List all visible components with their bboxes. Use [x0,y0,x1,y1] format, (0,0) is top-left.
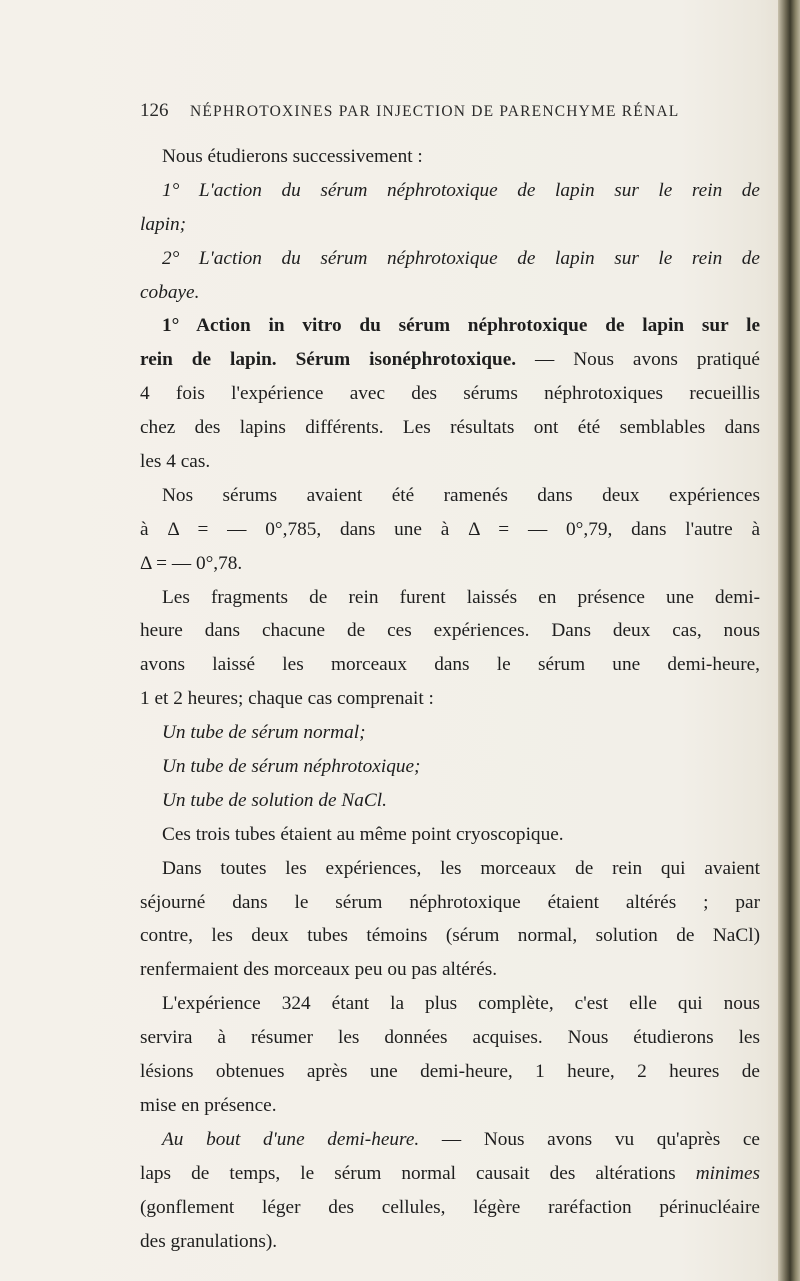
text-line: 2° L'action du sérum néphrotoxique de lapin sur le rein de [162,247,760,269]
text-line: Δ = — 0°,78. [140,552,243,574]
text-line: L'expérience 324 étant la plus complète, c'est elle qui nous [162,993,760,1015]
running-head [140,100,760,126]
text-line: contre, les deux tubes témoins (sérum normal, solution de NaCl) [140,925,760,947]
text-line: servira à résumer les données acquises. Nous étudierons les [140,1027,760,1049]
text-line: Dans toutes les expériences, les morceaux de rein qui avaient [162,857,760,879]
text-line [140,1123,760,1157]
text-line: Un tube de sérum néphrotoxique; [162,756,421,778]
text-line: lésions obtenues après une demi-heure, 1 heure, 2 heures de [140,1061,760,1083]
text-run: laps de temps, le sérum normal causait des altérations [140,1162,696,1184]
text-line: les 4 cas. [140,451,211,473]
text-line: renfermaient des morceaux peu ou pas altérés. [140,959,498,981]
page-number: 126 [140,100,169,121]
text-line: des granulations). [140,1230,278,1252]
text-line: lapin; [140,213,187,235]
text-line: 1° L'action du sérum néphrotoxique de lapin sur le rein de [162,179,760,201]
text-line: 1 et 2 heures; chaque cas comprenait : [140,688,434,710]
text-line: avons laissé les morceaux dans le sérum une demi-heure, [140,654,760,676]
text-line: Nos sérums avaient été ramenés dans deux expériences [162,484,760,506]
text-line: séjourné dans le sérum néphrotoxique étaient altérés ; par [140,891,760,913]
running-head-title: NÉPHROTOXINES PAR INJECTION DE PARENCHYME RÉNAL [190,103,680,120]
text-line: Ces trois tubes étaient au même point cryoscopique. [162,823,564,845]
text-line: Les fragments de rein furent laissés en présence une demi- [162,586,760,608]
italic-run: Au bout d'une demi-heure. [162,1128,420,1150]
text-line: chez des lapins différents. Les résultats ont été semblables dans [140,417,760,439]
text-line: Un tube de solution de NaCl. [162,789,387,811]
text-line [140,343,760,377]
text-run: — Nous avons vu qu'après ce [419,1128,760,1150]
section-heading-cont: rein de lapin. Sérum isonéphrotoxique. [140,349,517,371]
text-line: 4 fois l'expérience avec des sérums néphrotoxiques recueillis [140,383,760,405]
text-run: — Nous avons pratiqué [516,349,760,371]
text-line [140,1157,760,1191]
section-heading: 1° Action in vitro du sérum néphrotoxique de lapin sur le [162,315,760,337]
text-line: cobaye. [140,281,200,303]
text-line: à Δ = — 0°,785, dans une à Δ = — 0°,79, dans l'autre à [140,518,760,540]
text-line: mise en présence. [140,1094,277,1116]
italic-run: minimes [695,1162,760,1184]
text-line: (gonflement léger des cellules, légère raréfaction périnucléaire [140,1196,760,1218]
body-text [140,140,760,1258]
page-binding-edge [778,0,800,1281]
text-line: Nous étudierons successivement : [162,146,423,167]
text-line: heure dans chacune de ces expériences. Dans deux cas, nous [140,620,760,642]
text-line: Un tube de sérum normal; [162,722,366,744]
